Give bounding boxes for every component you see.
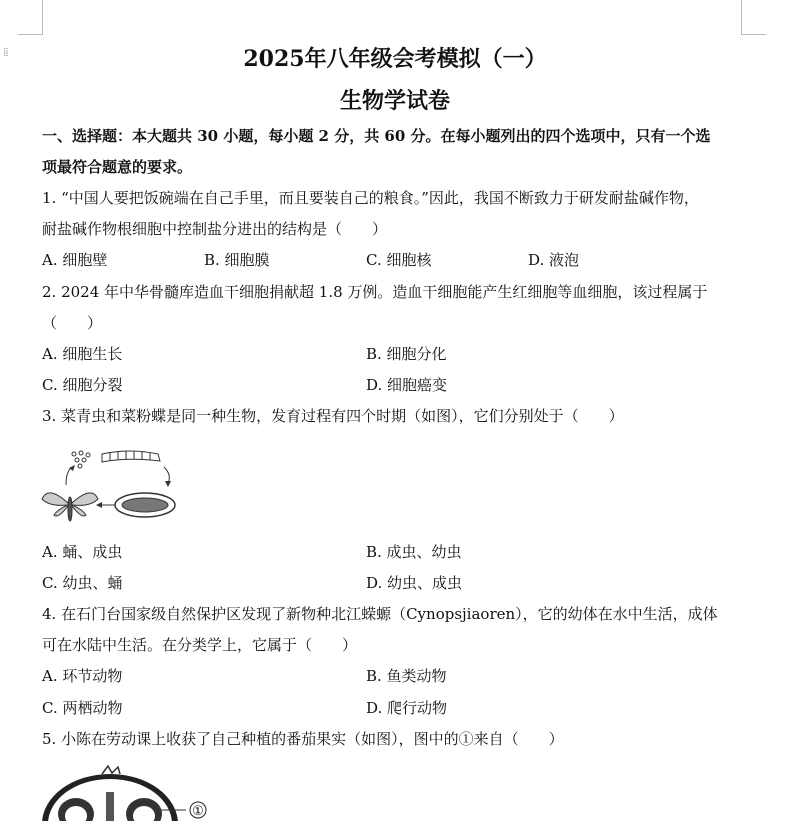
question-1-line-2: 耐盐碱作物根细胞中控制盐分进出的结构是（ ） xyxy=(42,220,388,238)
question-3-option-d[interactable]: D. 幼虫、成虫 xyxy=(366,574,463,592)
question-1-option-c[interactable]: C. 细胞核 xyxy=(366,251,432,269)
arrow-icon xyxy=(66,467,72,485)
question-4-option-c[interactable]: C. 两栖动物 xyxy=(42,699,123,717)
section-heading-line2: 项最符合题意的要求。 xyxy=(42,158,193,176)
question-3-option-a[interactable]: A. 蛹、成虫 xyxy=(42,543,123,561)
question-3-option-b[interactable]: B. 成虫、幼虫 xyxy=(366,543,462,561)
question-2-line-2: （ ） xyxy=(42,314,103,332)
question-1-line-1: 1. “中国人要把饭碗端在自己手里，而且要装自己的粮食。”因此，我国不断致力于研发耐盐碱作物， xyxy=(42,189,699,207)
question-1-option-b[interactable]: B. 细胞膜 xyxy=(204,251,270,269)
question-4-option-a[interactable]: A. 环节动物 xyxy=(42,667,123,685)
question-4-option-d[interactable]: D. 爬行动物 xyxy=(366,699,448,717)
page-subtitle: 生物学试卷 xyxy=(339,88,450,114)
question-4-option-b[interactable]: B. 鱼类动物 xyxy=(366,667,447,685)
caterpillar-icon xyxy=(102,451,160,462)
question-4-line-1: 4. 在石门台国家级自然保护区发现了新物种北江蝾螈（Cynopsjiaoren），它的幼体在水中生活，成体 xyxy=(42,605,718,623)
question-2-line-1: 2. 2024 年中华骨髓库造血干细胞捐献超 1.8 万例。造血干细胞能产生红细胞等血细胞，该过程属于 xyxy=(42,283,708,301)
question-5-line-1: 5. 小陈在劳动课上收获了自己种植的番茄果实（如图），图中的①来自（ ） xyxy=(42,730,564,748)
question-2-option-b[interactable]: B. 细胞分化 xyxy=(366,345,447,363)
pupa-icon xyxy=(115,493,175,517)
butterfly-lifecycle-figure xyxy=(40,445,180,530)
question-3-line-1: 3. 菜青虫和菜粉蝶是同一种生物，发育过程有四个时期（如图），它们分别处于（ ） xyxy=(42,407,624,425)
question-4-line-2: 可在水陆中生活。在分类学上，它属于（ ） xyxy=(42,636,358,654)
crop-mark-top-right xyxy=(741,0,766,35)
question-1-option-d[interactable]: D. 液泡 xyxy=(528,251,580,269)
tomato-icon xyxy=(42,766,178,821)
butterfly-icon xyxy=(42,493,98,521)
question-2-option-a[interactable]: A. 细胞生长 xyxy=(42,345,123,363)
figure-label: ① xyxy=(192,804,204,819)
crop-mark-top-left xyxy=(18,0,43,35)
question-3-option-c[interactable]: C. 幼虫、蛹 xyxy=(42,574,123,592)
question-2-option-d[interactable]: D. 细胞癌变 xyxy=(366,376,448,394)
drag-handle-icon[interactable]: ⁞⁞ xyxy=(3,45,8,59)
arrow-icon xyxy=(164,467,169,483)
tomato-cross-section-figure xyxy=(40,764,220,821)
question-2-option-c[interactable]: C. 细胞分裂 xyxy=(42,376,123,394)
question-1-option-a[interactable]: A. 细胞壁 xyxy=(42,251,108,269)
section-heading-line1: 一、选择题：本大题共 30 小题，每小题 2 分，共 60 分。在每小题列出的四个选项中，只有一个选 xyxy=(42,127,711,145)
page-title: 2025年八年级会考模拟（一） xyxy=(243,46,547,72)
